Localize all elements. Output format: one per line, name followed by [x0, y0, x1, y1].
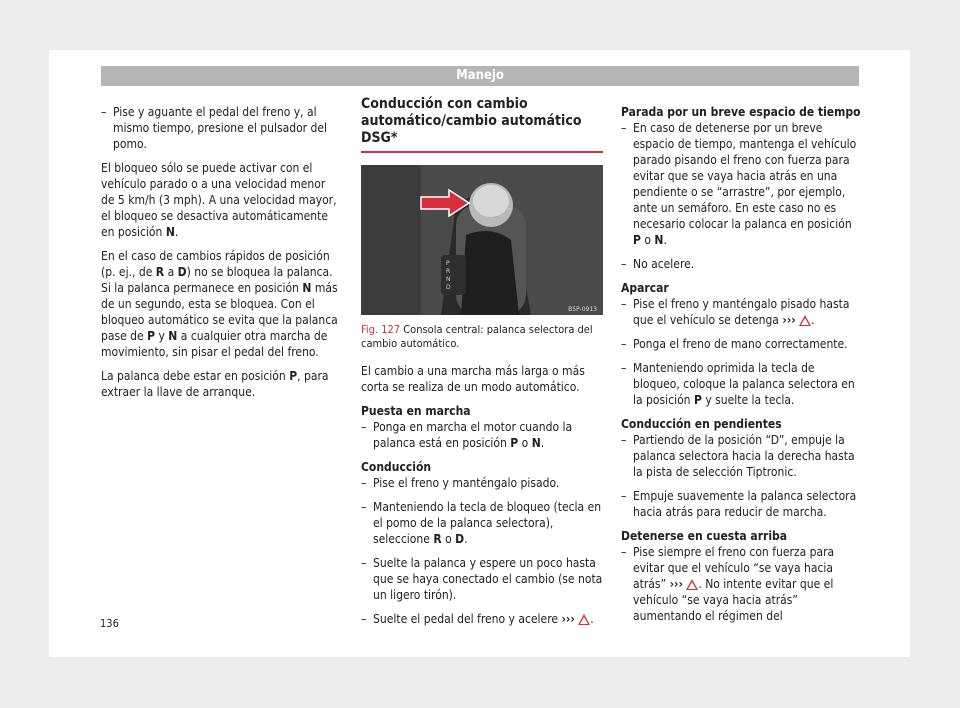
bullet-item: – Ponga el freno de mano correctamente.	[621, 336, 863, 352]
bullet-item: – Pise el freno y manténgalo pisado.	[361, 475, 603, 491]
subhead-parada: Parada por un breve espacio de tiempo	[621, 105, 861, 119]
reference-link[interactable]: ›››	[669, 577, 683, 591]
warning-icon	[578, 614, 590, 625]
bullet-item: – Pise el freno y manténgalo pisado hasta que el vehículo se detenga ››› .	[621, 296, 863, 328]
section-header: Manejo	[101, 66, 859, 86]
bullet-item: – Ponga en marcha el motor cuando la palanca está en posición P o N.	[361, 419, 603, 451]
subhead-puesta: Puesta en marcha	[361, 404, 471, 418]
reference-link[interactable]: ›››	[782, 313, 796, 327]
figure-caption: Fig. 127 Consola central: palanca selectora del cambio automático.	[361, 323, 593, 350]
column-right	[621, 104, 863, 632]
figure-code: B5P-0913	[568, 306, 597, 313]
bullet-item: – Suelte la palanca y espere un poco hasta que se haya conectado el cambio (se nota un ligero tirón).	[361, 555, 603, 603]
bullet-item: – Pise y aguante el pedal del freno y, al mismo tiempo, presione el pulsador del pomo.	[101, 104, 341, 152]
bullet-item: – No acelere.	[621, 256, 863, 272]
warning-icon	[799, 315, 811, 326]
page-number: 136	[100, 617, 119, 630]
bullet-item: – En caso de detenerse por un breve espacio de tiempo, mantenga el vehículo parado pisando el freno con fuerza para evitar que se vaya hacia atrás en una pendiente o se “arrastre”, por ejemplo, ante un semáforo. En este caso no es necesario colocar la palanca en posición P o N.	[621, 120, 863, 248]
reference-link[interactable]: ›››	[561, 612, 575, 626]
gear-selector-figure	[361, 165, 603, 315]
bullet-item: – Empuje suavemente la palanca selectora hacia atrás para reducir de marcha.	[621, 488, 863, 520]
column-left	[101, 104, 341, 408]
paragraph-cambios: En el caso de cambios rápidos de posición (p. ej., de R a D) no se bloquea la palanca. Si la palanca permanece en posición N más de un segundo, esta se bloquea. Con el bloqueo automático se evita que la palanca pase de P y N a cualquier otra marcha de movimiento, sin pisar el pedal del freno.	[101, 249, 338, 359]
subhead-conduccion: Conducción	[361, 460, 432, 474]
bullet-item: – Partiendo de la posición “D”, empuje la palanca selectora hacia la derecha hasta la pista de selección Tiptronic.	[621, 432, 863, 480]
bullet-item: – Manteniendo la tecla de bloqueo (tecla en el pomo de la palanca selectora), seleccione R o D.	[361, 499, 603, 547]
bullet-item: – Suelte el pedal del freno y acelere ››› .	[361, 611, 603, 627]
svg-text:N: N	[446, 276, 451, 283]
bullet-item: – Pise siempre el freno con fuerza para evitar que el vehículo “se vaya hacia atrás” ››› . No intente evitar que el vehículo “se vaya hacia atrás” aumentando el régimen del	[621, 544, 863, 624]
section-title: Conducción con cambio automático/cambio automático DSG*	[361, 96, 603, 153]
paragraph-bloqueo: El bloqueo sólo se puede activar con el vehículo parado o a una velocidad menor de 5 km/h (3 mph). A una velocidad mayor, el bloqueo se desactiva automáticamente en posición N.	[101, 161, 337, 239]
column-middle	[361, 96, 603, 635]
svg-text:D: D	[446, 284, 451, 291]
paragraph-llave: La palanca debe estar en posición P, para extraer la llave de arranque.	[101, 369, 329, 399]
warning-icon	[686, 579, 698, 590]
svg-text:R: R	[446, 268, 451, 275]
subhead-detenerse: Detenerse en cuesta arriba	[621, 529, 788, 543]
subhead-aparcar: Aparcar	[621, 281, 669, 295]
svg-text:P: P	[446, 260, 450, 267]
paragraph-intro: El cambio a una marcha más larga o más corta se realiza de un modo automático.	[361, 364, 585, 394]
bullet-item: – Manteniendo oprimida la tecla de bloqueo, coloque la palanca selectora en la posición P y suelte la tecla.	[621, 360, 863, 408]
subhead-pendientes: Conducción en pendientes	[621, 417, 782, 431]
manual-page	[49, 50, 910, 657]
